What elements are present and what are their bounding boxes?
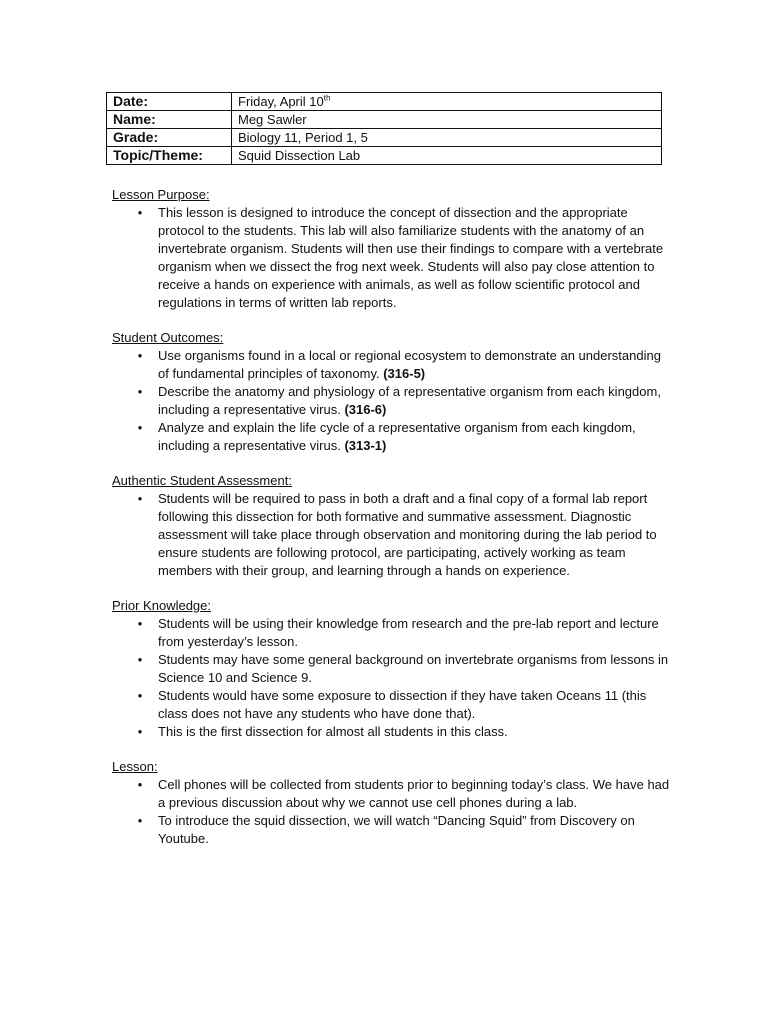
date-suffix: th — [323, 93, 331, 103]
lesson-purpose-section — [112, 186, 672, 312]
bullet-icon: • — [137, 724, 143, 739]
date-row — [107, 93, 662, 111]
list-item: • Describe the anatomy and physiology of a representative organism from each kingdom, including a representative virus. (316-6) — [112, 383, 672, 419]
outcome-code: (316-5) — [383, 366, 426, 381]
bullet-icon: • — [137, 420, 143, 435]
topic-label: Topic/Theme: — [107, 147, 232, 165]
bullet-icon: • — [137, 384, 143, 399]
bullet-icon: • — [137, 688, 143, 703]
section-heading: Student Outcomes: — [112, 330, 224, 345]
outcome-code: (316-6) — [344, 402, 387, 417]
name-value: Meg Sawler — [232, 111, 662, 129]
list-item: • Students will be using their knowledge from research and the pre-lab report and lecture from yesterday’s lesson. — [112, 615, 672, 651]
bullet-list — [112, 204, 672, 312]
section-heading: Authentic Student Assessment: — [112, 473, 292, 488]
grade-label: Grade: — [107, 129, 232, 147]
bullet-icon: • — [137, 491, 143, 506]
bullet-list — [112, 490, 672, 580]
section-heading: Lesson Purpose: — [112, 187, 210, 202]
lesson-plan-body — [112, 186, 672, 865]
grade-row — [107, 129, 662, 147]
list-item: • To introduce the squid dissection, we will watch “Dancing Squid” from Discovery on Youtube. — [112, 812, 672, 848]
list-item: • This is the first dissection for almost all students in this class. — [112, 723, 672, 741]
lesson-section — [112, 758, 672, 848]
bullet-list — [112, 347, 672, 455]
bullet-icon: • — [137, 652, 143, 667]
list-item: • Students would have some exposure to dissection if they have taken Oceans 11 (this class does not have any students who have done that). — [112, 687, 672, 723]
bullet-list — [112, 776, 672, 848]
list-item: • Cell phones will be collected from students prior to beginning today’s class. We have had a previous discussion about why we cannot use cell phones during a lab. — [112, 776, 672, 812]
grade-value: Biology 11, Period 1, 5 — [232, 129, 662, 147]
list-item: • Analyze and explain the life cycle of a representative organism from each kingdom, including a representative virus. (313-1) — [112, 419, 672, 455]
list-item: • Use organisms found in a local or regional ecosystem to demonstrate an understanding of fundamental principles of taxonomy. (316-5) — [112, 347, 672, 383]
topic-row — [107, 147, 662, 165]
name-row — [107, 111, 662, 129]
assessment-section — [112, 472, 672, 580]
prior-knowledge-section — [112, 597, 672, 741]
list-item: • This lesson is designed to introduce the concept of dissection and the appropriate protocol to the students. This lab will also familiarize students with the anatomy of an invertebrate organism. Students will then use their findings to compare with a vertebrate organism when we dissect the frog next week. Students will also pay close attention to receive a hands on experience with animals, as well as follow scientific protocol and regulations in terms of written lab reports. — [112, 204, 672, 312]
bullet-icon: • — [137, 205, 143, 220]
name-label: Name: — [107, 111, 232, 129]
date-value: Friday, April 10th — [232, 93, 662, 111]
list-item: • Students may have some general background on invertebrate organisms from lessons in Science 10 and Science 9. — [112, 651, 672, 687]
bullet-icon: • — [137, 813, 143, 828]
section-heading: Prior Knowledge: — [112, 598, 211, 613]
topic-value: Squid Dissection Lab — [232, 147, 662, 165]
bullet-icon: • — [137, 348, 143, 363]
bullet-icon: • — [137, 777, 143, 792]
bullet-icon: • — [137, 616, 143, 631]
list-item: • Students will be required to pass in both a draft and a final copy of a formal lab report following this dissection for both formative and summative assessment. Diagnostic assessment will take place through observation and monitoring during the lab period to ensure students are following protocol, are participating, actively working as team members with their group, and learning through a hands on experience. — [112, 490, 672, 580]
date-label: Date: — [107, 93, 232, 111]
lesson-info-table — [106, 92, 662, 165]
section-heading: Lesson: — [112, 759, 158, 774]
student-outcomes-section — [112, 329, 672, 455]
outcome-code: (313-1) — [344, 438, 387, 453]
bullet-list — [112, 615, 672, 741]
